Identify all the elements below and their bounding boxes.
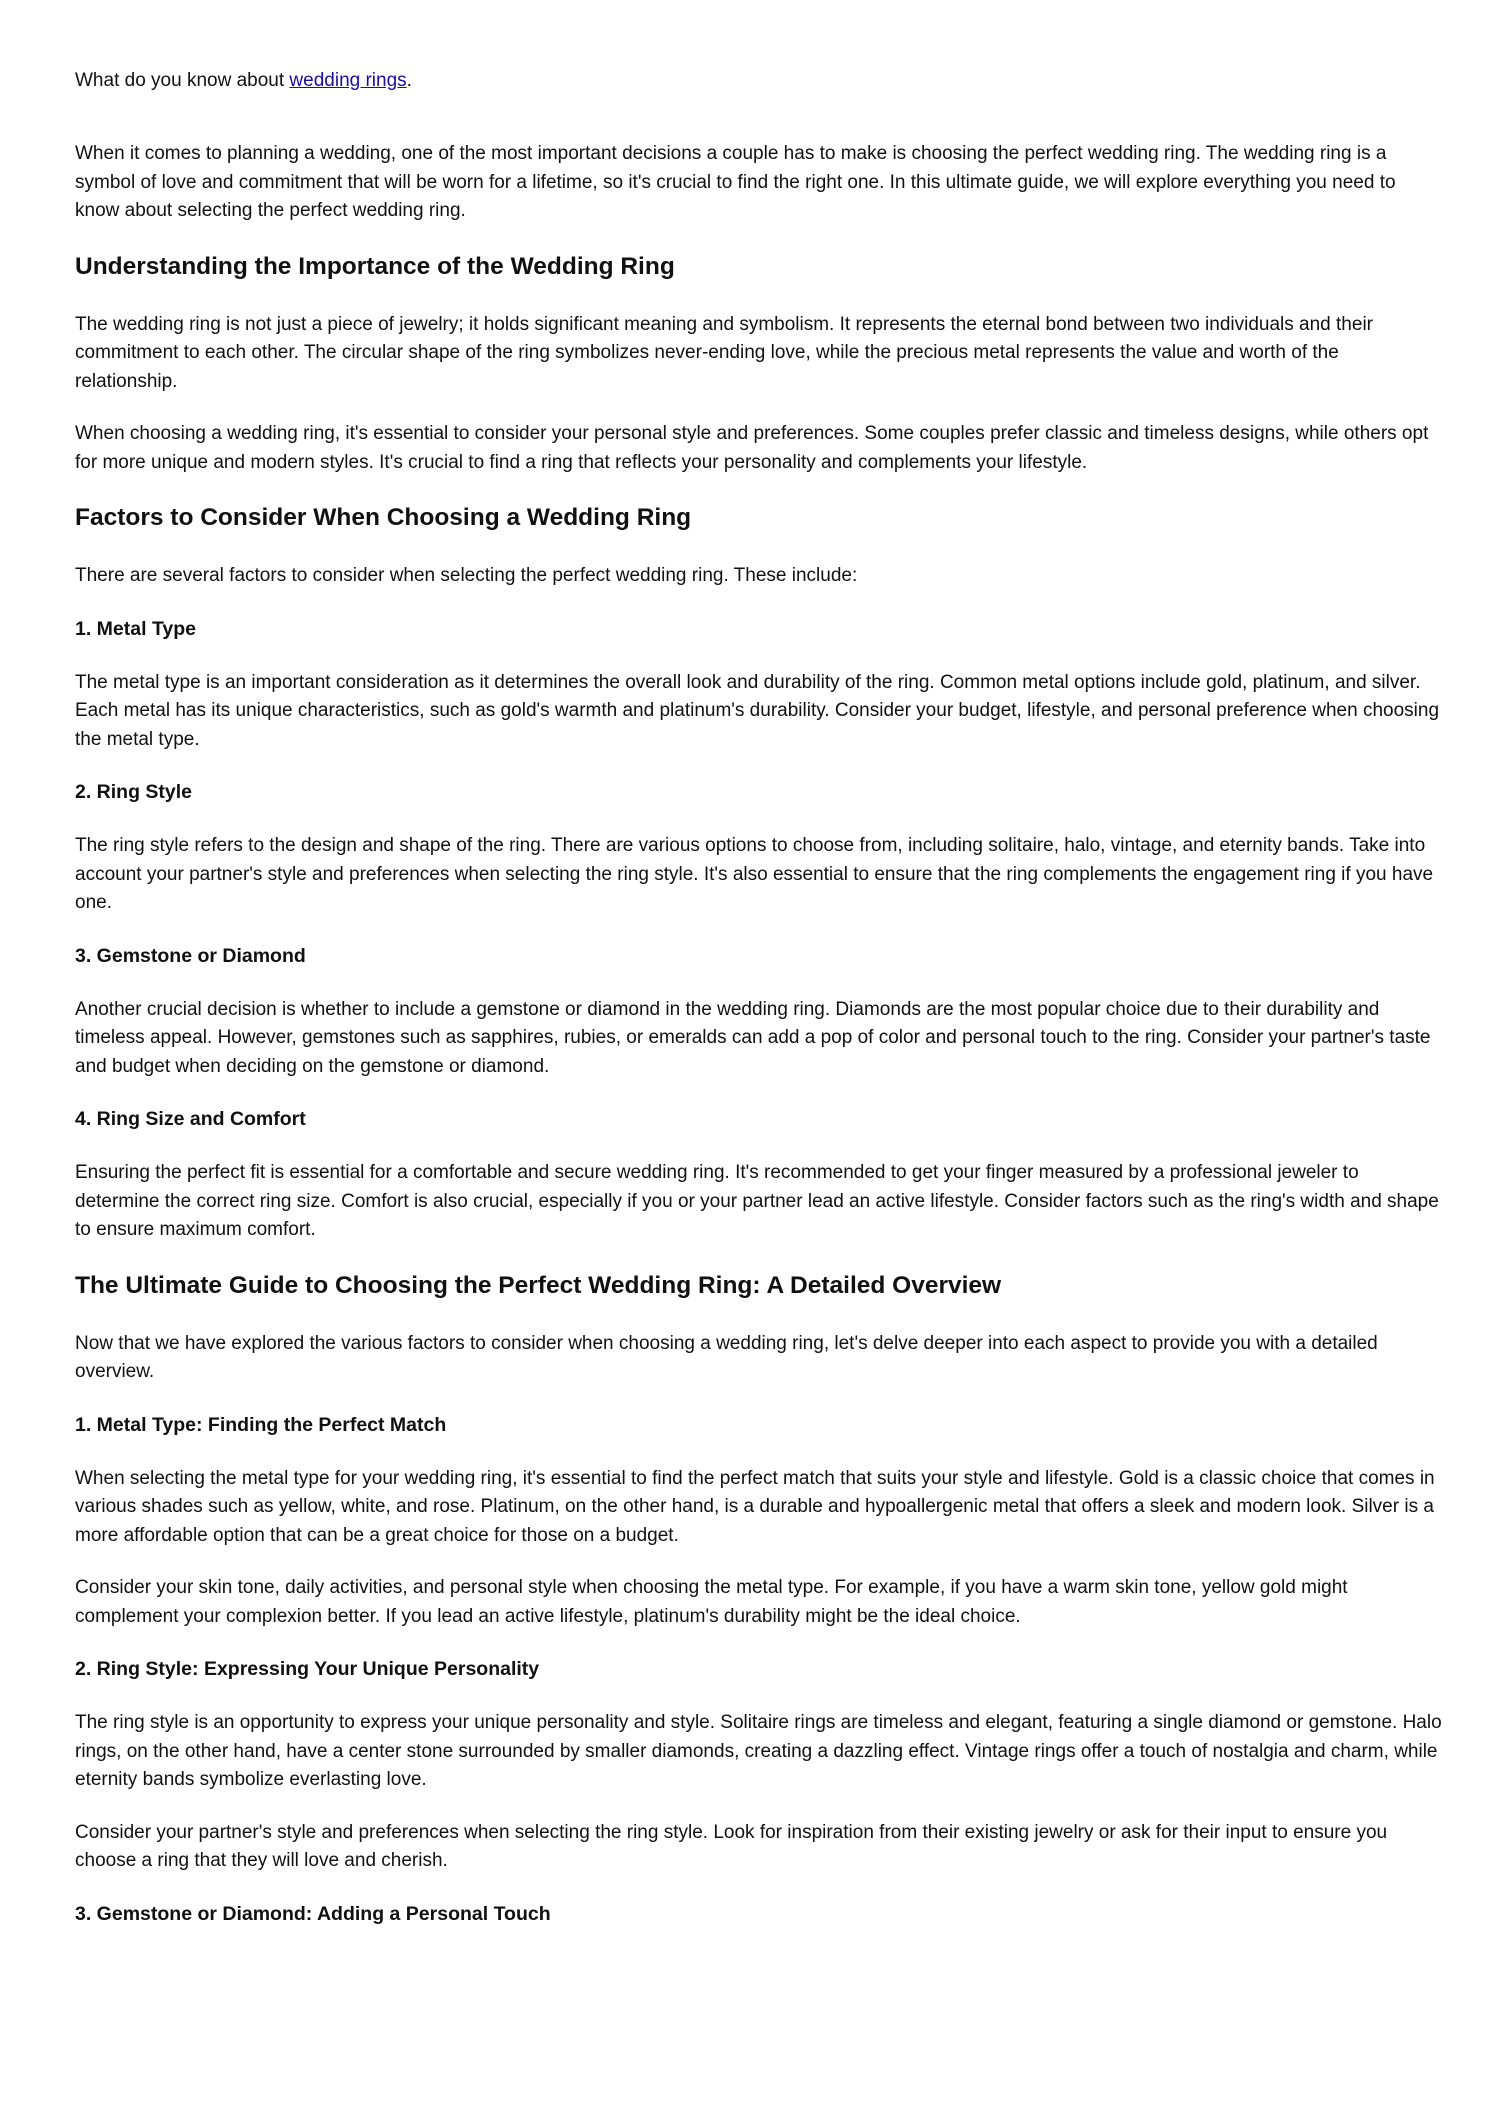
- subheading-gemstone-diamond: 3. Gemstone or Diamond: [75, 944, 306, 967]
- intro-prefix: What do you know about: [75, 70, 290, 91]
- wedding-rings-link[interactable]: wedding rings: [289, 70, 407, 91]
- subheading-gemstone-personal-touch: 3. Gemstone or Diamond: Adding a Personal Touch: [75, 1902, 551, 1925]
- subheading-ring-size-comfort: 4. Ring Size and Comfort: [75, 1108, 306, 1130]
- ring-style-paragraph: The ring style refers to the design and shape of the ring. There are various options to choose from, including solitaire, halo, vintage, and eternity bands. Take into account your partner's style and preferences when selecting the ring style. It's also essential to ensure that the ring complements the engagement ring if you have one.: [75, 835, 1434, 913]
- gemstone-diamond-paragraph: Another crucial decision is whether to include a gemstone or diamond in the wedding ring. Diamonds are the most popular choice due to their durability and timeless appeal. However, gemstones such as sapphires, rubies, or emeralds can add a pop of color and personal touch to the ring. Consider your partner's taste and budget when deciding on the gemstone or diamond.: [75, 998, 1431, 1077]
- ring-style-personality-paragraph-2: Consider your partner's style and preferences when selecting the ring style. Look for inspiration from their existing jewelry or ask for their input to ensure you choose a ring that they will love and cherish.: [75, 1821, 1388, 1871]
- factors-intro-paragraph: There are several factors to consider when selecting the perfect wedding ring. These include:: [75, 565, 858, 586]
- section-heading-importance: Understanding the Importance of the Wedding Ring: [75, 252, 675, 280]
- intro-line: [75, 66, 1443, 96]
- metal-type-paragraph: The metal type is an important consideration as it determines the overall look and durability of the ring. Common metal options include gold, platinum, and silver. Each metal has its unique characteristics, such as gold's warmth and platinum's durability. Consider your budget, lifestyle, and personal preference when choosing the metal type.: [75, 671, 1440, 750]
- ring-style-personality-paragraph-1: The ring style is an opportunity to express your unique personality and style. Solitaire rings are timeless and elegant, featuring a single diamond or gemstone. Halo rings, on the other hand, have a center stone surrounded by smaller diamonds, creating a dazzling effect. Vintage rings offer a touch of nostalgia and charm, while eternity bands symbolize everlasting love.: [75, 1712, 1442, 1790]
- importance-paragraph-2: When choosing a wedding ring, it's essential to consider your personal style and preferences. Some couples prefer classic and timeless designs, while others opt for more unique and modern styles. It's crucial to find a ring that reflects your personality and complements your lifestyle.: [75, 423, 1429, 473]
- overview-intro-paragraph: Now that we have explored the various factors to consider when choosing a wedding ring, let's delve deeper into each aspect to provide you with a detailed overview.: [75, 1332, 1378, 1382]
- subheading-ring-style-personality: 2. Ring Style: Expressing Your Unique Personality: [75, 1658, 540, 1680]
- section-heading-factors: Factors to Consider When Choosing a Wedding Ring: [75, 504, 692, 531]
- metal-match-paragraph-2: Consider your skin tone, daily activities, and personal style when choosing the metal type. For example, if you have a warm skin tone, yellow gold might complement your complexion better. If you lead an active lifestyle, platinum's durability might be the ideal choice.: [75, 1577, 1348, 1627]
- subheading-ring-style: 2. Ring Style: [75, 781, 193, 803]
- section-heading-detailed-overview: The Ultimate Guide to Choosing the Perfect Wedding Ring: A Detailed Overview: [75, 1271, 1002, 1299]
- ring-size-comfort-paragraph: Ensuring the perfect fit is essential for a comfortable and secure wedding ring. It's recommended to get your finger measured by a professional jeweler to determine the correct ring size. Comfort is also crucial, especially if you or your partner lead an active lifestyle. Consider factors such as the ring's width and shape to ensure maximum comfort.: [75, 1162, 1439, 1240]
- metal-match-paragraph-1: When selecting the metal type for your wedding ring, it's essential to find the perfect match that suits your style and lifestyle. Gold is a classic choice that comes in various shades such as yellow, white, and rose. Platinum, on the other hand, is a durable and hypoallergenic metal that offers a sleek and modern look. Silver is a more affordable option that can be a great choice for those on a budget.: [75, 1467, 1435, 1546]
- intro-suffix: .: [406, 70, 412, 91]
- intro-paragraph: When it comes to planning a wedding, one of the most important decisions a couple has to make is choosing the perfect wedding ring. The wedding ring is a symbol of love and commitment that will be worn for a lifetime, so it's crucial to find the right one. In this ultimate guide, we will explore everything you need to know about selecting the perfect wedding ring.: [75, 143, 1396, 221]
- subheading-metal-type-match: 1. Metal Type: Finding the Perfect Match: [75, 1413, 447, 1436]
- document-page: [75, 66, 1443, 1954]
- subheading-metal-type: 1. Metal Type: [75, 617, 197, 640]
- importance-paragraph-1: The wedding ring is not just a piece of jewelry; it holds significant meaning and symbolism. It represents the eternal bond between two individuals and their commitment to each other. The circular shape of the ring symbolizes never-ending love, while the precious metal represents the value and worth of the relationship.: [75, 313, 1373, 392]
